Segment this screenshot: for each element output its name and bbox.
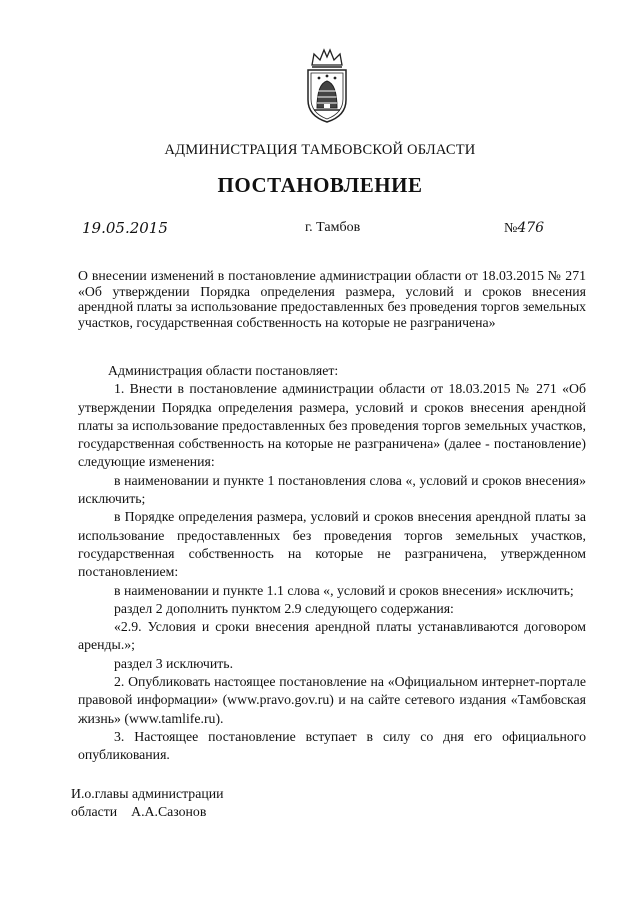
body-paragraph: в наименовании и пункте 1.1 слова «, условий и сроков внесения» исключить; [114,582,574,598]
signature-block [71,785,223,821]
body-paragraph: раздел 3 исключить. [114,655,234,671]
signer-name: А.А.Сазонов [131,804,207,819]
body-paragraph: 2. Опубликовать настоящее постановление на «Официальном интернет-портале правовой информации» (www.pravo.gov.ru) и на сайте сетевого издания «Тамбовская жизнь» (www.tamlife.ru). [78,674,586,726]
body-paragraph: 3. Настоящее постановление вступает в силу со дня его официального опубликования. [78,728,586,763]
document-body [78,362,586,765]
tambov-coat-of-arms-icon [302,48,352,124]
document-number [504,220,544,237]
number-value: 476 [517,220,545,236]
organization-name: АДМИНИСТРАЦИЯ ТАМБОВСКОЙ ОБЛАСТИ [164,142,476,158]
document-date: 19.05.2015 [82,219,168,237]
body-paragraph: раздел 2 дополнить пунктом 2.9 следующего содержания: [114,600,454,616]
body-paragraph: в Порядке определения размера, условий и сроков внесения арендной платы за использование предоставленных без проведения торгов земельных участков, государственная собственность на которые не разграничена, утвержденном постановлением: [78,509,586,580]
number-label: № [504,221,518,236]
body-paragraph: «2.9. Условия и сроки внесения арендной платы устанавливаются договором аренды.»; [78,619,586,653]
body-paragraph: Администрация области постановляет: [108,363,339,378]
document-city: г. Тамбов [305,220,361,235]
signer-line [71,803,223,821]
body-paragraph: 1. Внести в постановление администрации области от 18.03.2015 № 271 «Об утверждении Порядка определения размера, условий и сроков внесения арендной платы за использование предоставленных без проведения торгов земельных участков, государственная собственность на которые не разграничена» (далее - постановление) следующие изменения: [78,381,586,470]
body-paragraph: в наименовании и пункте 1 постановления слова «, условий и сроков внесения» исключить; [78,472,586,507]
document-subject: О внесении изменений в постановление администрации области от 18.03.2015 № 271 «Об утверждении Порядка определения размера, условий и сроков внесения арендной платы за использование предоставленных без проведения торгов земельных участков, государственная собственность на которые не разграничена» [78,268,586,330]
signer-position-region: области [71,804,118,819]
document-title: ПОСТАНОВЛЕНИЕ [217,173,423,197]
signer-position: И.о.главы администрации [71,786,224,801]
